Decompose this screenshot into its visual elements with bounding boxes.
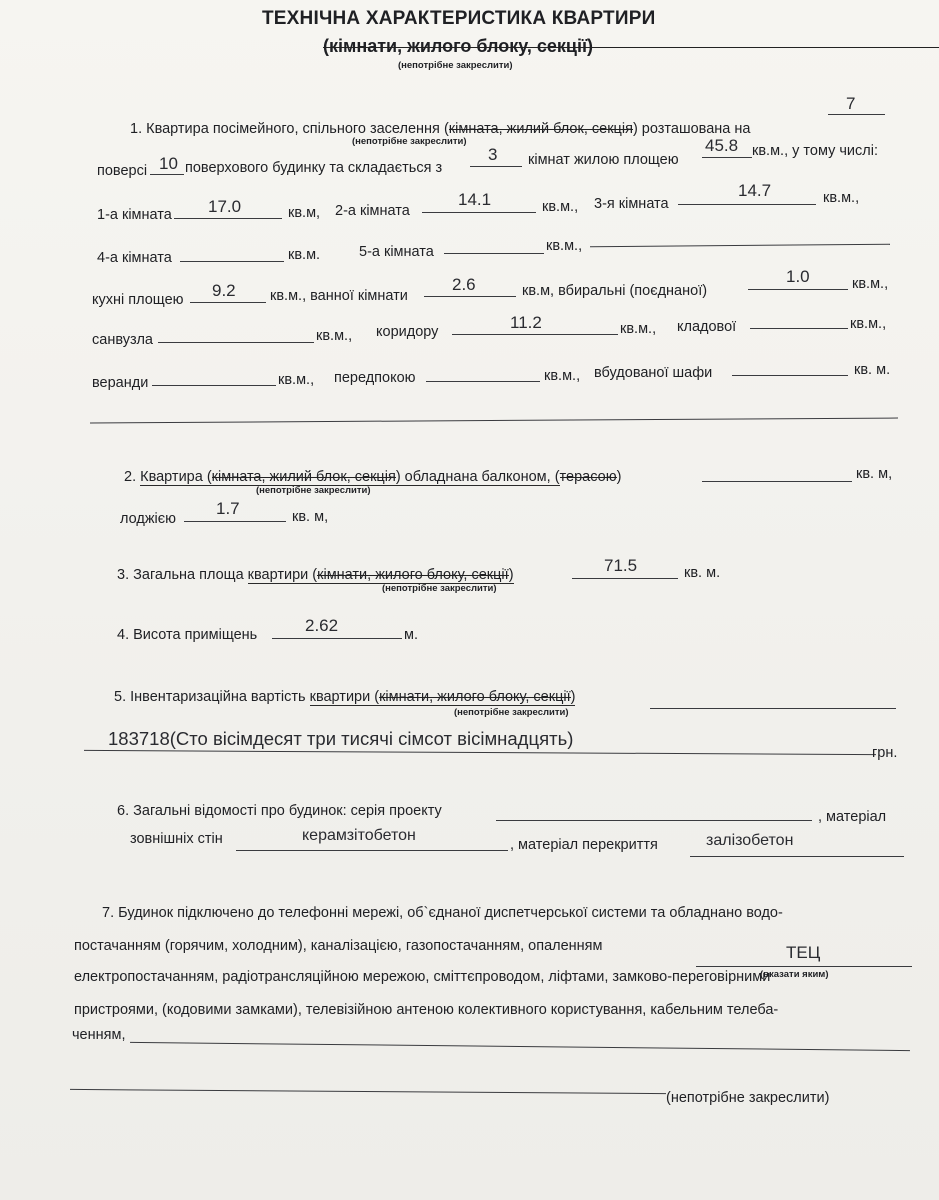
header-note: (непотрібне закреслити) xyxy=(398,60,513,71)
s5-note: (непотрібне закреслити) xyxy=(454,707,569,718)
s1-line1: 1. Квартира посімейного, спільного заселення (кімната, жилий блок, секція) розташована на xyxy=(130,121,751,137)
s5-line: 5. Інвентаризаційна вартість квартири (кімнати, жилого блоку, секції) xyxy=(114,689,576,705)
label-room2: 2-а кімната xyxy=(335,203,410,219)
label-sanvuzla: санвузла xyxy=(92,332,153,348)
wc-value: 1.0 xyxy=(786,267,810,286)
inventory-value: 183718(Сто вісімдесят три тисячі сімсот вісімнадцять) xyxy=(108,728,574,749)
height-value: 2.62 xyxy=(305,616,339,635)
corridor-value: 11.2 xyxy=(510,313,542,332)
room3-value: 14.7 xyxy=(738,181,772,200)
s7-line5: ченням, xyxy=(72,1027,126,1043)
s1-note: (непотрібне закреслити) xyxy=(352,136,467,147)
label-floor: поверсі xyxy=(97,163,148,179)
rooms-value: 3 xyxy=(488,145,498,164)
unit: кв.м., xyxy=(823,190,860,206)
unit: кв. м, xyxy=(856,466,893,482)
s2-note: (непотрібне закреслити) xyxy=(256,485,371,496)
unit: кв.м, xyxy=(288,205,321,221)
s7-line1: 7. Будинок підключено до телефонні мережі, об`єднаної диспетчерської системи та обладнано водо- xyxy=(102,905,783,921)
label-wc: кв.м, вбиральні (поєднаної) xyxy=(522,283,708,299)
s3-note: (непотрібне закреслити) xyxy=(382,583,497,594)
unit: кв.м., xyxy=(850,316,887,332)
total-area-value: 71.5 xyxy=(604,556,638,575)
label-storeys: поверхового будинку та складається з xyxy=(185,160,443,176)
s3-line: 3. Загальна площа квартири (кімнати, жилого блоку, секції) xyxy=(117,567,514,583)
unit: кв.м., xyxy=(544,368,581,384)
label-loggia: лоджією xyxy=(120,511,177,527)
page-subtitle: (кімнати, жилого блоку, секції) xyxy=(323,36,939,57)
end-note: (непотрібне закреслити) xyxy=(666,1090,830,1106)
unit: кв. м. xyxy=(684,565,721,581)
unit: кв.м., xyxy=(278,372,315,388)
floors-value: залізобетон xyxy=(706,832,794,849)
room2-value: 14.1 xyxy=(458,190,492,209)
storeys-value: 10 xyxy=(159,154,178,173)
unit: кв. м. xyxy=(854,362,891,378)
unit: кв.м. xyxy=(288,247,321,263)
s7-line4: пристроями, (кодовими замками), телевізійною антеною колективного користування, кабельним телеба- xyxy=(74,1002,779,1018)
unit: кв.м., xyxy=(620,321,657,337)
kitchen-value: 9.2 xyxy=(212,281,236,300)
label-living-area: кімнат жилою площею xyxy=(528,152,679,168)
s7-line2: постачанням (горячим, холодним), каналізацією, газопостачанням, опаленням xyxy=(74,938,603,954)
label-floors-material: , матеріал перекриття xyxy=(510,837,658,853)
currency: грн. xyxy=(872,745,898,761)
label-project-series: 6. Загальні відомості про будинок: серія проекту xyxy=(117,803,442,819)
unit: кв.м., xyxy=(316,328,353,344)
loggia-value: 1.7 xyxy=(216,499,240,518)
label-wardrobe: вбудованої шафи xyxy=(594,365,713,381)
s7-note: (вказати яким) xyxy=(760,969,829,980)
bath-value: 2.6 xyxy=(452,275,476,294)
label-material: , матеріал xyxy=(818,809,887,825)
label-kitchen: кухні площею xyxy=(92,292,184,308)
floor-value: 7 xyxy=(846,94,856,113)
walls-value: керамзітобетон xyxy=(302,827,416,844)
room1-value: 17.0 xyxy=(208,197,242,216)
unit: кв.м., xyxy=(542,199,579,215)
label-hall: передпокою xyxy=(334,370,416,386)
unit: м. xyxy=(404,627,418,643)
label-walls: зовнішніх стін xyxy=(130,831,223,847)
label-height: 4. Висота приміщень xyxy=(117,627,258,643)
label-storage: кладової xyxy=(677,319,737,335)
label-veranda: веранди xyxy=(92,375,149,391)
label-room1: 1-а кімната xyxy=(97,207,172,223)
unit: кв.м., xyxy=(546,238,583,254)
label-room4: 4-а кімната xyxy=(97,250,172,266)
s7-line3: електропостачанням, радіотрансляційною мережою, сміттєпроводом, ліфтами, замково-переговірними xyxy=(74,969,771,985)
unit: кв.м., xyxy=(852,276,889,292)
label-incl: кв.м., у тому числі: xyxy=(752,143,878,159)
label-corridor: коридору xyxy=(376,324,439,340)
heating-value: ТЕЦ xyxy=(786,943,821,962)
page-title: ТЕХНІЧНА ХАРАКТЕРИСТИКА КВАРТИРИ xyxy=(262,8,656,29)
living-area-value: 45.8 xyxy=(705,136,739,155)
label-room5: 5-а кімната xyxy=(359,244,434,260)
s2-line1: 2. Квартира (кімната, жилий блок, секція) обладнана балконом, (терасою) xyxy=(124,469,622,485)
label-bath: кв.м., ванної кімнати xyxy=(270,288,408,304)
label-room3: 3-я кімната xyxy=(594,196,669,212)
unit: кв. м, xyxy=(292,509,329,525)
